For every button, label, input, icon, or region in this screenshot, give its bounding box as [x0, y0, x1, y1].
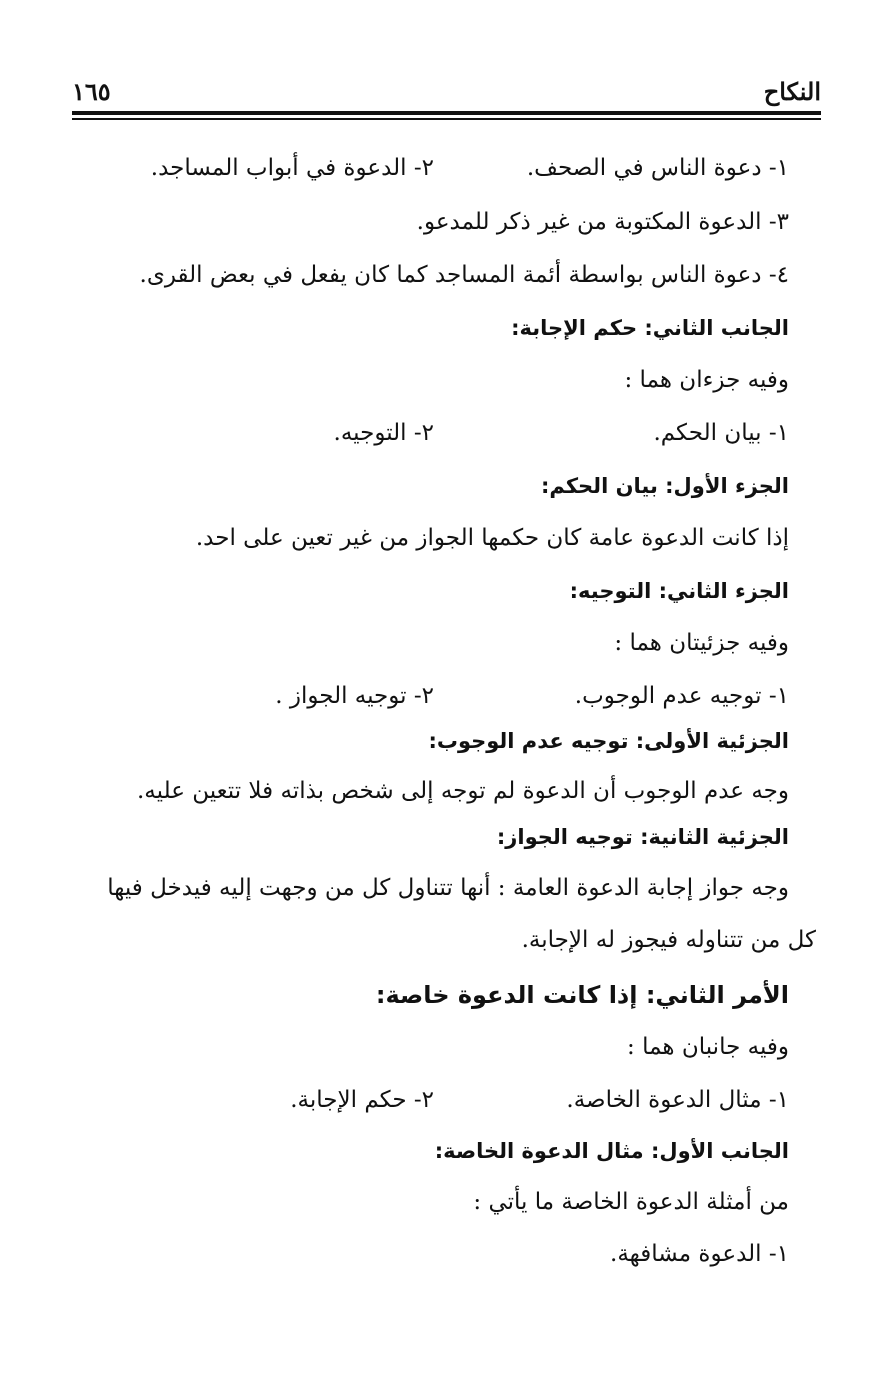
section-heading: الأمر الثاني: إذا كانت الدعوة خاصة:: [375, 981, 789, 1009]
section-heading: الجانب الثاني: حكم الإجابة:: [511, 316, 789, 340]
paragraph: وفيه جانبان هما :: [627, 1034, 789, 1060]
list-item: ١- بيان الحكم.: [653, 420, 789, 446]
section-heading: الجزئية الثانية: توجيه الجواز:: [496, 825, 789, 849]
list-item: ١- مثال الدعوة الخاصة.: [566, 1087, 789, 1113]
list-item: ١- توجيه عدم الوجوب.: [574, 683, 789, 709]
list-line: [60, 674, 789, 718]
paragraph: وجه عدم الوجوب أن الدعوة لم توجه إلى شخص بذاته فلا تتعين عليه.: [137, 778, 789, 804]
list-item: ١- الدعوة مشافهة.: [610, 1241, 789, 1267]
page-number: ١٦٥: [72, 77, 111, 106]
paragraph: إذا كانت الدعوة عامة كان حكمها الجواز من غير تعين على احد.: [195, 525, 789, 551]
section-heading: الجانب الأول: مثال الدعوة الخاصة:: [434, 1139, 789, 1163]
list-line-1-2: [60, 146, 789, 190]
running-header: [72, 74, 821, 110]
header-rule-thick: [72, 111, 821, 115]
list-item: ٢- حكم الإجابة.: [290, 1087, 434, 1113]
list-line: [60, 1078, 789, 1122]
list-item: ٣- الدعوة المكتوبة من غير ذكر للمدعو.: [416, 209, 789, 235]
list-item: ٢- الدعوة في أبواب المساجد.: [150, 155, 434, 181]
list-line: [60, 411, 789, 455]
paragraph: وفيه جزئيتان هما :: [614, 630, 789, 656]
section-heading: الجزئية الأولى: توجيه عدم الوجوب:: [428, 729, 789, 753]
paragraph-continuation: كل من تتناوله فيجوز له الإجابة.: [521, 927, 816, 953]
section-heading: الجزء الثاني: التوجيه:: [569, 579, 789, 603]
section-heading: الجزء الأول: بيان الحكم:: [540, 474, 789, 498]
paragraph: من أمثلة الدعوة الخاصة ما يأتي :: [473, 1189, 789, 1215]
chapter-title: النكاح: [763, 77, 821, 106]
paragraph: وجه جواز إجابة الدعوة العامة : أنها تتناول كل من وجهت إليه فيدخل فيها: [107, 875, 789, 901]
header-rule-thin: [72, 118, 821, 120]
list-item: ١- دعوة الناس في الصحف.: [526, 155, 789, 181]
list-item: ٢- توجيه الجواز .: [275, 683, 434, 709]
list-item: ٤- دعوة الناس بواسطة أئمة المساجد كما كان يفعل في بعض القرى.: [139, 262, 789, 288]
list-item: ٢- التوجيه.: [333, 420, 434, 446]
paragraph: وفيه جزءان هما :: [624, 367, 789, 393]
